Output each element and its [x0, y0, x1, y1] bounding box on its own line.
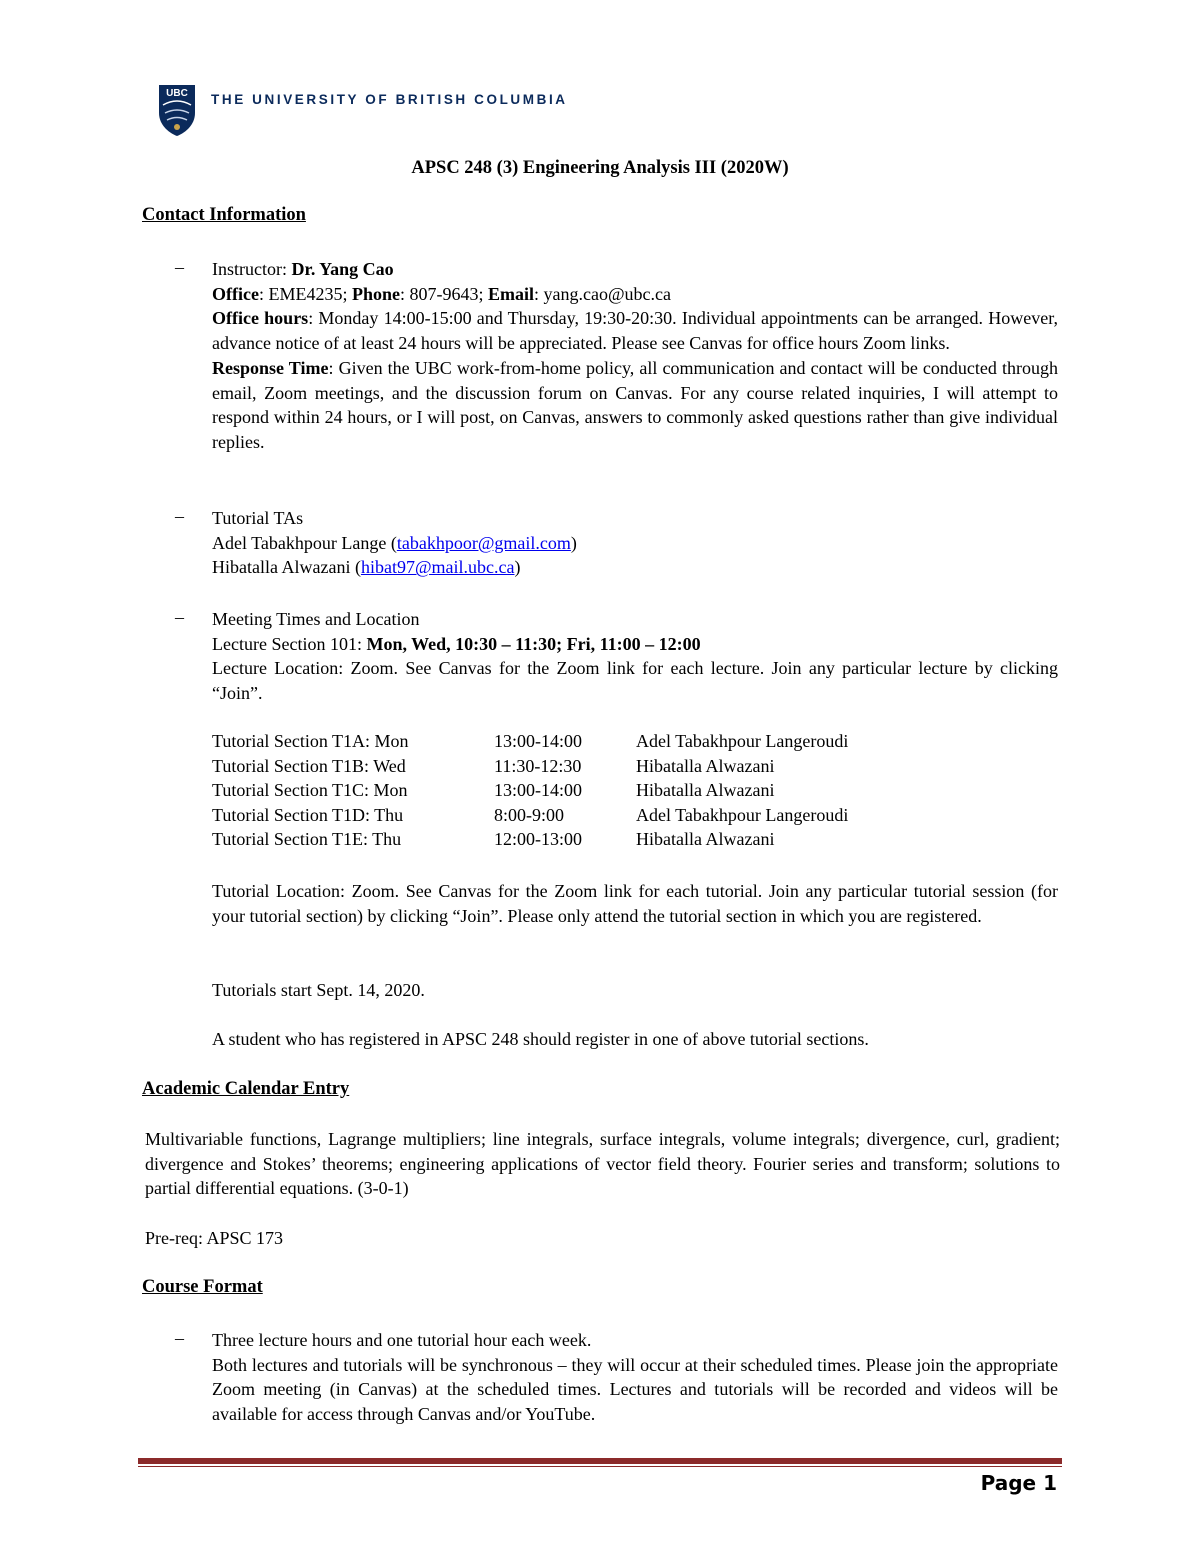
bullet-dash: –	[175, 607, 184, 627]
prereq: Pre-req: APSC 173	[145, 1228, 284, 1248]
tutorials-start: Tutorials start Sept. 14, 2020.	[212, 980, 425, 1000]
tutorial-ta: Adel Tabakhpour Langeroudi	[636, 804, 849, 825]
ta2-name: Hibatalla Alwazani (	[212, 557, 361, 578]
tutorial-section: Tutorial Section T1C: Mon	[212, 780, 408, 800]
phone-value: : 807-9643;	[399, 283, 488, 304]
tutorial-schedule-table	[212, 731, 848, 854]
calendar-text: Multivariable functions, Lagrange multipliers; line integrals, surface integrals, volume integrals; divergence, curl, gradient; divergence and Stokes’ theorems; engineering applications of vector field theory. Fourier series and transform; solutions to partial differential equations. (3-0-1)	[145, 1129, 1060, 1199]
page-number: Page 1	[980, 1471, 1057, 1495]
tutorial-tas-block	[212, 506, 1058, 580]
tutorial-time: 13:00-14:00	[494, 731, 582, 751]
lecture-label: Lecture Section 101:	[212, 633, 367, 654]
meeting-block	[212, 607, 1058, 706]
office-label: Office	[212, 283, 259, 304]
register-note: A student who has registered in APSC 248 should register in one of above tutorial sections.	[212, 1029, 869, 1049]
lecture-times: Mon, Wed, 10:30 – 11:30; Fri, 11:00 – 12:00	[366, 633, 701, 654]
bullet-dash: –	[175, 506, 184, 526]
response-time-label: Response Time	[212, 357, 329, 378]
table-row	[212, 829, 848, 854]
footer-rule	[138, 1458, 1062, 1464]
university-name: THE UNIVERSITY OF BRITISH COLUMBIA	[211, 91, 568, 107]
bullet-dash: –	[175, 257, 184, 277]
meeting-title: Meeting Times and Location	[212, 609, 420, 629]
format-item-detail: Both lectures and tutorials will be synchronous – they will occur at their scheduled times. Please join the appropriate Zoom meeting (in Canvas) at the scheduled times. Lectures and tutorials will be recorded and videos will be available for access through Canvas and/or YouTube.	[212, 1354, 1058, 1425]
tutorial-ta: Adel Tabakhpour Langeroudi	[636, 731, 849, 751]
tutorial-tas-title: Tutorial TAs	[212, 508, 304, 528]
email-value: : yang.cao@ubc.ca	[534, 283, 672, 304]
ta1-email-link[interactable]: tabakhpoor@gmail.com	[396, 532, 571, 553]
table-row	[212, 805, 848, 830]
email-label: Email	[487, 283, 534, 304]
tutorial-ta: Hibatalla Alwazani	[636, 829, 775, 849]
tutorial-ta: Hibatalla Alwazani	[636, 755, 775, 776]
tutorial-time: 13:00-14:00	[494, 780, 582, 800]
course-format-block	[212, 1328, 1058, 1427]
tutorial-section: Tutorial Section T1D: Thu	[212, 804, 404, 825]
tutorial-section: Tutorial Section T1E: Thu	[212, 829, 402, 849]
ubc-logo	[157, 83, 568, 137]
close-paren: )	[570, 532, 577, 553]
tutorial-section: Tutorial Section T1B: Wed	[212, 755, 406, 776]
tutorial-time: 12:00-13:00	[494, 829, 582, 849]
calendar-heading: Academic Calendar Entry	[142, 1079, 350, 1099]
response-time-text: : Given the UBC work-from-home policy, all communication and contact will be conducted through email, Zoom meetings, and the discussion forum on Canvas. For any course related inquiries, I will attempt to respond within 24 hours, or I will post, on Canvas, answers to commonly asked questions rather than give individual replies.	[212, 357, 1058, 452]
instructor-block	[212, 257, 1058, 455]
phone-label: Phone	[351, 283, 400, 304]
bullet-dash: –	[175, 1328, 184, 1348]
instructor-label: Instructor:	[212, 259, 292, 279]
tutorial-ta: Hibatalla Alwazani	[636, 780, 775, 800]
close-paren: )	[514, 557, 521, 578]
table-row	[212, 731, 848, 756]
office-hours-label: Office hours	[212, 308, 309, 329]
tutorial-location: Tutorial Location: Zoom. See Canvas for the Zoom link for each tutorial. Join any particular tutorial session (for your tutorial section) by clicking “Join”. Please only attend the tutorial section in which you are registered.	[212, 881, 1058, 926]
svg-text:UBC: UBC	[166, 88, 188, 99]
tutorial-section: Tutorial Section T1A: Mon	[212, 731, 409, 751]
ta2-email-link[interactable]: hibat97@mail.ubc.ca	[360, 557, 515, 578]
table-row	[212, 756, 848, 781]
office-value: : EME4235;	[258, 283, 352, 304]
lecture-location: Lecture Location: Zoom. See Canvas for the Zoom link for each lecture. Join any particular lecture by clicking “Join”.	[212, 658, 1058, 704]
format-item: Three lecture hours and one tutorial hour each week.	[212, 1330, 592, 1350]
course-format-heading: Course Format	[142, 1277, 263, 1297]
tutorial-time: 11:30-12:30	[494, 755, 582, 776]
office-hours-text: : Monday 14:00-15:00 and Thursday, 19:30-20:30. Individual appointments can be arranged. However, advance notice of at least 24 hours will be appreciated. Please see Canvas for office hours Zoom links.	[212, 308, 1058, 354]
document-title: APSC 248 (3) Engineering Analysis III (2020W)	[411, 158, 789, 178]
contact-heading: Contact Information	[142, 205, 306, 225]
ubc-crest-icon	[157, 83, 197, 137]
tutorial-time: 8:00-9:00	[494, 804, 564, 825]
ta1-name: Adel Tabakhpour Lange (	[212, 532, 397, 553]
table-row	[212, 780, 848, 805]
footer-rule-thin	[138, 1466, 1062, 1467]
instructor-name: Dr. Yang Cao	[291, 259, 394, 279]
